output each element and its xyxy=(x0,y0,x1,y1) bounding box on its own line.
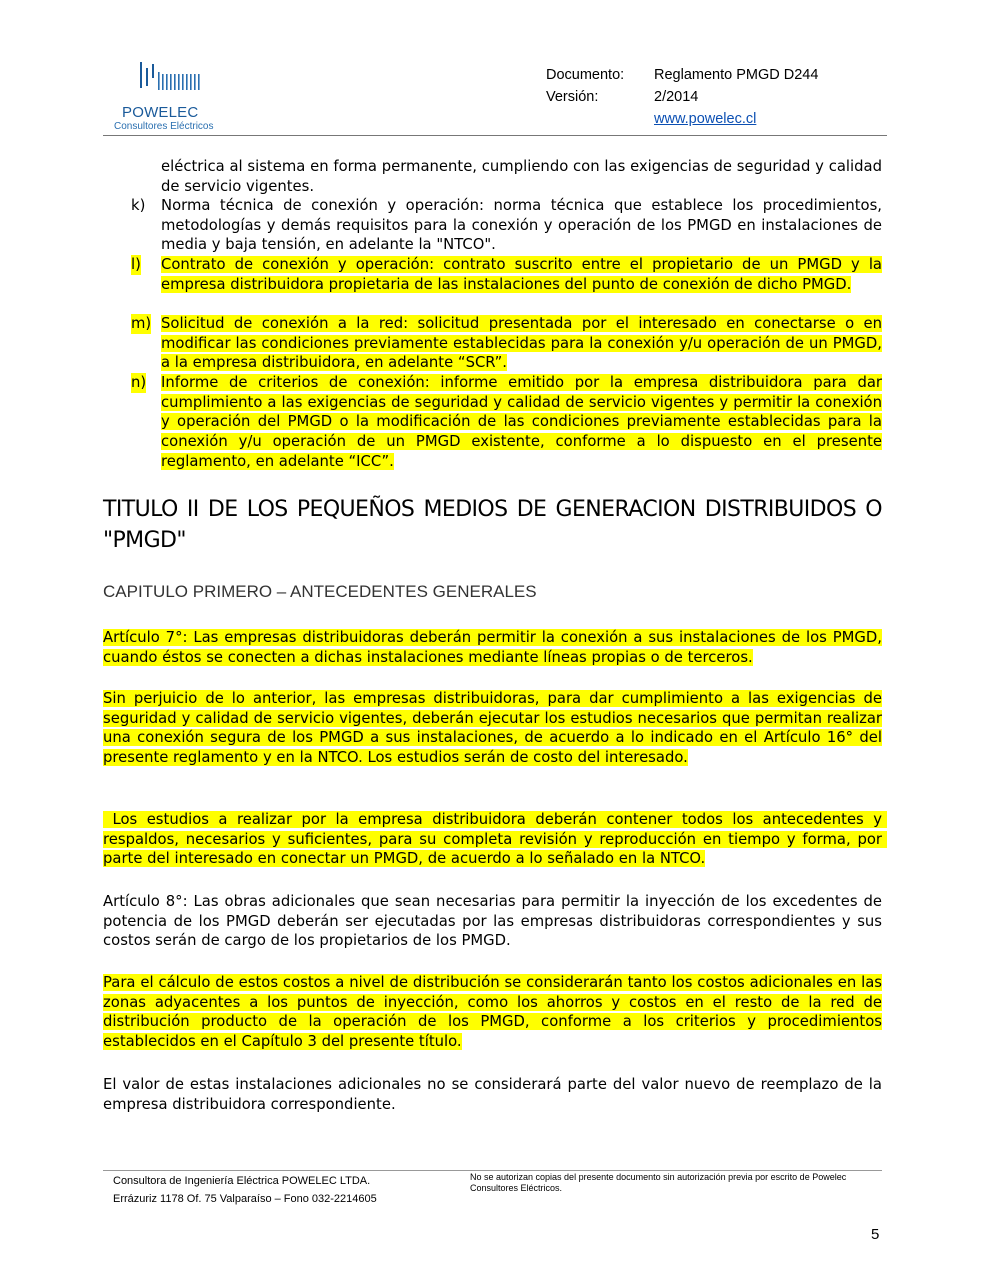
logo-name: POWELEC xyxy=(122,104,199,121)
footer-copyright-notice: No se autorizan copias del presente documento sin autorización previa por escrito de Powelec Consultores Eléctricos. xyxy=(470,1172,847,1193)
paragraph-article-8 xyxy=(103,892,882,951)
list-item-letter: n) xyxy=(131,374,147,391)
paragraph-installation-value xyxy=(103,1075,882,1114)
footer-company-address: Errázuriz 1178 Of. 75 Valparaíso – Fono 032-2214605 xyxy=(113,1193,377,1205)
page-number: 5 xyxy=(871,1226,880,1243)
list-item-text: Contrato de conexión y operación: contrato suscrito entre el propietario de un PMGD y la empresa distribuidora propietaria de las instalaciones del punto de conexión de dicho PMGD. xyxy=(161,256,882,293)
footer-company-name: Consultora de Ingeniería Eléctrica POWELEC LTDA. xyxy=(113,1175,371,1187)
logo-subtitle: Consultores Eléctricos xyxy=(114,121,214,132)
paragraph-studies xyxy=(103,689,882,768)
paragraph-article-7 xyxy=(103,628,882,667)
list-item-letter: l) xyxy=(131,256,141,273)
paragraph-cost-calculation xyxy=(103,973,882,1052)
document-meta xyxy=(546,64,818,130)
paragraph-text: Artículo 7°: Las empresas distribuidoras deberán permitir la conexión a sus instalaciones de los PMGD, cuando éstos se conecten a dichas instalaciones mediante líneas propias o de terceros. xyxy=(103,629,882,666)
list-item-m xyxy=(103,314,882,373)
company-logo xyxy=(106,58,226,134)
header-divider xyxy=(103,135,887,136)
chapter-heading: CAPITULO PRIMERO – ANTECEDENTES GENERALES xyxy=(103,582,537,601)
list-item-text: Informe de criterios de conexión: informe emitido por la empresa distribuidora para dar cumplimiento a las exigencias de seguridad y calidad de servicio vigentes y permitir la conexión y operación del PMGD o la modificación de las condiciones previamente establecidas para la conexión y/u operación de un PMGD existente, conforme a lo dispuesto en el presente reglamento, en adelante “ICC”. xyxy=(161,374,882,470)
list-item-text: eléctrica al sistema en forma permanente, cumpliendo con las exigencias de seguridad y calidad de servicio vigentes. xyxy=(161,158,882,195)
version-row xyxy=(546,86,818,108)
website-row xyxy=(546,108,818,130)
list-item-k xyxy=(103,196,882,255)
footer-company xyxy=(113,1172,377,1208)
list-item-l xyxy=(103,255,882,294)
list-item-n xyxy=(103,373,882,472)
logo-bars-icon xyxy=(132,58,232,104)
paragraph-text: El valor de estas instalaciones adicionales no se considerará parte del valor nuevo de reemplazo de la empresa distribuidora correspondiente. xyxy=(103,1076,882,1113)
version-label: Versión: xyxy=(546,89,599,105)
paragraph-text: Sin perjuicio de lo anterior, las empresas distribuidoras, para dar cumplimiento a las exigencias de seguridad y calidad de servicio vigentes, deberán ejecutar los estudios necesarios que permitan realizar una conexión segura de los PMGD a sus instalaciones, de acuerdo a lo indicado en el Artículo 16° del presente reglamento y en la NTCO. Los estudios serán de costo del interesado. xyxy=(103,690,882,767)
document-label: Documento: xyxy=(546,67,625,83)
paragraph-text: Para el cálculo de estos costos a nivel de distribución se considerarán tanto los costos adicionales en las zonas adyacentes a los puntos de inyección, como los ahorros y costos en el resto de la red de distribución producto de la operación de los PMGD, conforme a los criterios y procedimientos establecidos en el Capítulo 3 del presente título. xyxy=(103,974,882,1051)
document-value: Reglamento PMGD D244 xyxy=(654,67,819,83)
paragraph-text: Los estudios a realizar por la empresa distribuidora deberán contener todos los antecedentes y respaldos, necesarios y suficientes, para su completa revisión y reproducción en tiempo y forma, por parte del interesado en conectar un PMGD, de acuerdo a lo señalado en la NTCO. xyxy=(103,811,887,868)
footer-divider xyxy=(103,1170,882,1171)
list-item-letter: k) xyxy=(131,197,146,214)
section-title: TITULO II DE LOS PEQUEÑOS MEDIOS DE GENERACION DISTRIBUIDOS O "PMGD" xyxy=(103,497,882,553)
paragraph-text: Artículo 8°: Las obras adicionales que sean necesarias para permitir la inyección de los excedentes de potencia de los PMGD deberán ser ejecutadas por las empresas distribuidoras correspondientes y sus costos serán de cargo de los propietarios de los PMGD. xyxy=(103,893,882,950)
list-item-continuation xyxy=(103,157,882,196)
document-row xyxy=(546,64,818,86)
list-item-text: Norma técnica de conexión y operación: norma técnica que establece los procedimientos, metodologías y demás requisitos para la conexión y operación de los PMGD en instalaciones de media y baja tensión, en adelante la "NTCO". xyxy=(161,197,882,254)
list-item-text: Solicitud de conexión a la red: solicitud presentada por el interesado en conectarse o en modificar las condiciones previamente establecidas para la conexión y/u operación de un PMGD, a la empresa distribuidora, en adelante “SCR”. xyxy=(161,315,882,372)
list-item-letter: m) xyxy=(131,315,152,332)
paragraph-study-contents xyxy=(103,810,887,869)
version-value: 2/2014 xyxy=(654,89,699,105)
website-link[interactable]: www.powelec.cl xyxy=(654,111,757,127)
